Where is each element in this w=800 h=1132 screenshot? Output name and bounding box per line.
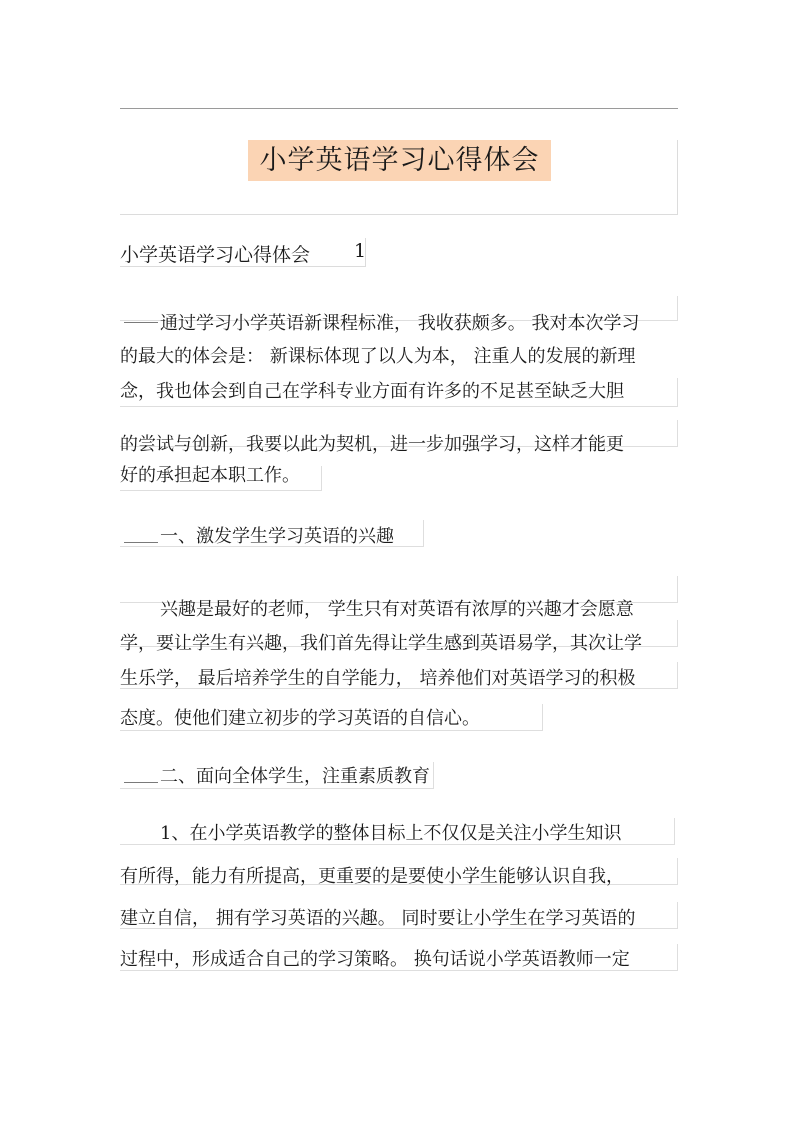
body-line: 的最大的体会是： 新课标体现了以人为本， 注重人的发展的新理	[120, 346, 636, 367]
body-line: 念，我也体会到自己在学科专业方面有许多的不足甚至缺乏大胆	[120, 381, 624, 402]
top-divider	[120, 108, 678, 109]
section-heading: 一、激发学生学习英语的兴趣	[160, 526, 394, 547]
body-line: 1、在小学英语教学的整体目标上不仅仅是关注小学生知识	[160, 823, 622, 844]
body-line: 兴趣是最好的老师， 学生只有对英语有浓厚的兴趣才会愿意	[160, 599, 634, 620]
body-line: 生乐学， 最后培养学生的自学能力， 培养他们对英语学习的积极	[120, 668, 636, 689]
section-heading: 二、面向全体学生，注重素质教育	[160, 766, 430, 787]
body-line: 的尝试与创新，我要以此为契机，进一步加强学习，这样才能更	[120, 434, 624, 455]
indent-dash	[124, 322, 158, 323]
body-line: 态度。使他们建立初步的学习英语的自信心。	[120, 708, 480, 729]
subtitle-number: 1	[354, 240, 367, 262]
document-title: 小学英语学习心得体会	[259, 145, 540, 176]
body-line: 过程中，形成适合自己的学习策略。 换句话说小学英语教师一定	[120, 949, 630, 970]
document-subtitle: 小学英语学习心得体会	[120, 244, 311, 266]
body-line: 建立自信， 拥有学习英语的兴趣。 同时要让小学生在学习英语的	[120, 908, 636, 929]
indent-dash	[124, 542, 158, 543]
body-line: 好的承担起本职工作。	[120, 465, 300, 486]
body-line: 学，要让学生有兴趣，我们首先得让学生感到英语易学，其次让学	[120, 633, 642, 654]
body-line: 通过学习小学英语新课程标准， 我收获颇多。 我对本次学习	[160, 313, 640, 334]
indent-dash	[124, 782, 158, 783]
body-line: 有所得，能力有所提高，更重要的是要使小学生能够认识自我，	[120, 866, 624, 887]
